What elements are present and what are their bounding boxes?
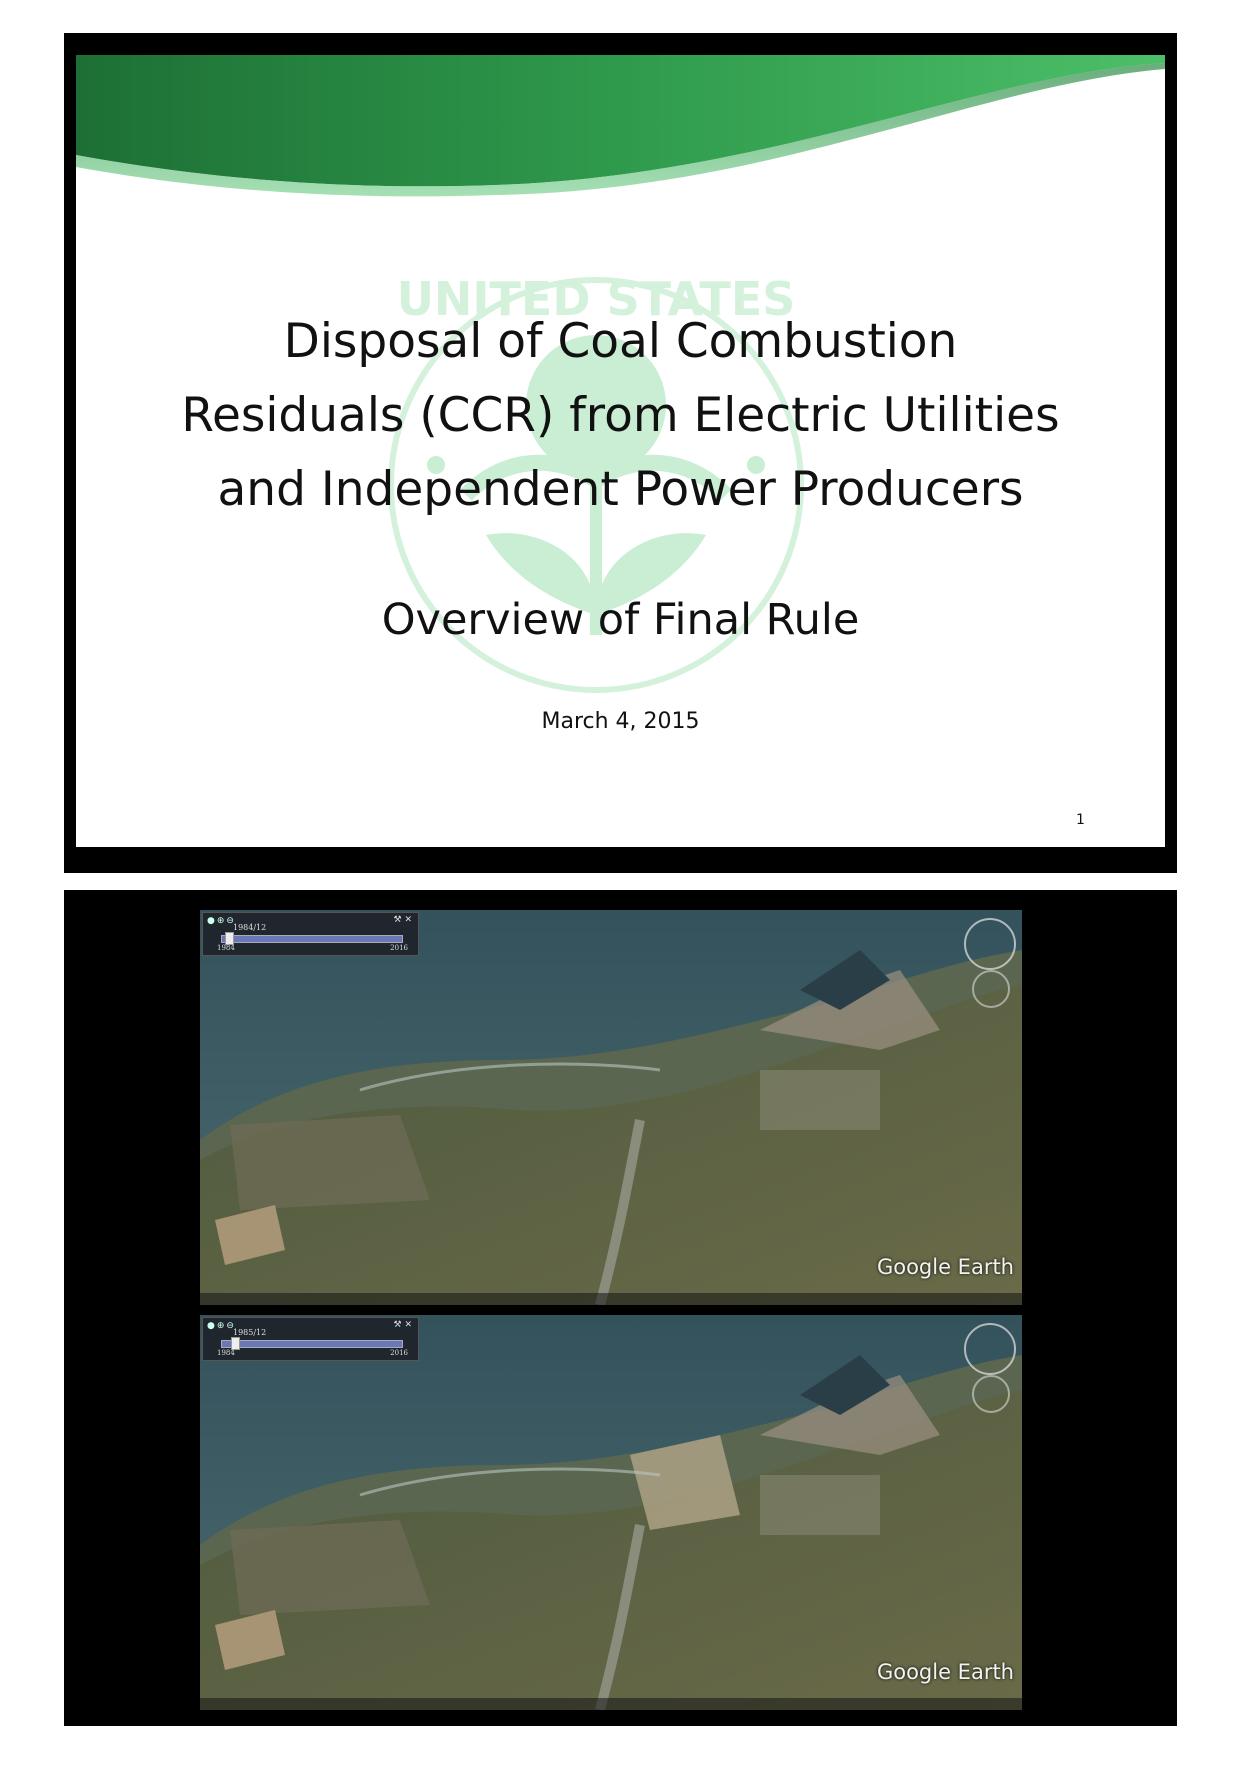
slide-date: March 4, 2015 xyxy=(541,709,700,734)
timeline-end: 2016 xyxy=(390,944,408,952)
timeline-track[interactable] xyxy=(221,935,403,943)
timeline-tools xyxy=(394,1320,413,1330)
zoom-in-icon[interactable]: ⊕ xyxy=(216,1321,227,1331)
compass-icon[interactable] xyxy=(964,918,1016,970)
wrench-icon[interactable]: ⚒ xyxy=(393,1320,402,1330)
timeline-slider[interactable] xyxy=(202,912,419,956)
seal-text-top: UNITED STATES xyxy=(396,272,796,326)
slide-subtitle: Overview of Final Rule xyxy=(381,595,860,645)
timeline-start: 1984 xyxy=(217,1349,235,1357)
timeline-icons xyxy=(207,916,236,926)
globe-icon[interactable]: ● xyxy=(207,916,217,926)
globe-icon[interactable]: ● xyxy=(207,1321,217,1331)
timeline-current-date: 1984/12 xyxy=(233,923,267,932)
satellite-terrain xyxy=(200,910,1022,1305)
timeline-tools xyxy=(394,915,413,925)
zoom-control[interactable] xyxy=(972,970,1010,1008)
timeline-end: 2016 xyxy=(390,1349,408,1357)
title-line-3: and Independent Power Producers xyxy=(217,462,1024,517)
close-icon[interactable]: ✕ xyxy=(404,915,412,925)
timeline-current-date: 1985/12 xyxy=(233,1328,267,1337)
timeline-icons xyxy=(207,1321,236,1331)
title-slide xyxy=(76,55,1165,847)
status-bar xyxy=(200,1293,1022,1305)
zoom-out-icon[interactable]: ⊖ xyxy=(226,916,236,926)
google-earth-logo: Google Earth xyxy=(876,1255,1014,1279)
satellite-terrain xyxy=(200,1315,1022,1710)
title-line-2: Residuals (CCR) from Electric Utilities xyxy=(181,388,1060,443)
timeline-slider[interactable] xyxy=(202,1317,419,1361)
satellite-image-2 xyxy=(200,1315,1022,1710)
title-slide-frame xyxy=(64,33,1177,873)
timeline-start: 1984 xyxy=(217,944,235,952)
satellite-slide-frame xyxy=(64,890,1177,1726)
wrench-icon[interactable]: ⚒ xyxy=(393,915,402,925)
slide-title xyxy=(76,305,1165,527)
page-number: 1 xyxy=(1076,812,1085,828)
zoom-in-icon[interactable]: ⊕ xyxy=(216,916,227,926)
timeline-track[interactable] xyxy=(221,1340,403,1348)
green-header-wave xyxy=(76,55,1165,205)
zoom-out-icon[interactable]: ⊖ xyxy=(226,1321,236,1331)
title-line-1: Disposal of Coal Combustion xyxy=(283,314,958,369)
compass-icon[interactable] xyxy=(964,1323,1016,1375)
zoom-control[interactable] xyxy=(972,1375,1010,1413)
satellite-image-1 xyxy=(200,910,1022,1305)
status-bar xyxy=(200,1698,1022,1710)
close-icon[interactable]: ✕ xyxy=(404,1320,412,1330)
google-earth-logo: Google Earth xyxy=(876,1660,1014,1684)
